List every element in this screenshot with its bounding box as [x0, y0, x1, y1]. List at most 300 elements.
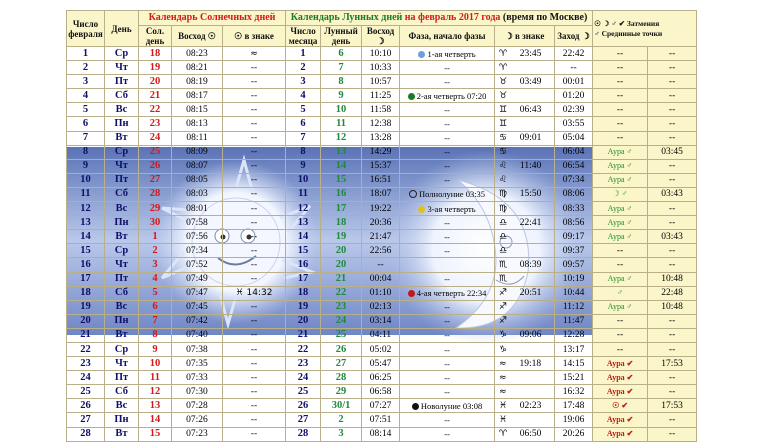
lunar-day-cell: 14 [321, 159, 362, 173]
moonrise-cell: 01:10 [362, 286, 400, 300]
lunar-day-cell: 19 [321, 230, 362, 244]
weekday-cell: Вт [105, 131, 139, 145]
sunrise-cell: 07:45 [172, 300, 223, 314]
date-cell: 5 [67, 103, 105, 117]
calendar-sheet [66, 10, 696, 440]
moonset-cell: 14:15 [555, 357, 593, 371]
sunrise-cell: 08:21 [172, 61, 223, 75]
sun-sign-cell: -- [223, 314, 286, 328]
phase-cell: 2-ая четверть 07:20 [400, 89, 495, 103]
sunrise-cell: 08:23 [172, 47, 223, 61]
solar-day-cell: 4 [139, 272, 172, 286]
moon-sign-cell: ♎ 22:41 [495, 216, 555, 230]
zodiac-sign-icon: ♓ [499, 414, 508, 425]
table-row [67, 258, 697, 272]
aura-time-cell: -- [648, 131, 697, 145]
aura-cell: Аура ♂ [593, 145, 648, 159]
date-cell: 21 [67, 328, 105, 342]
lunar-day-cell: 26 [321, 342, 362, 356]
moonset-cell: 09:57 [555, 258, 593, 272]
aura-cell: -- [593, 314, 648, 328]
moonset-cell: 16:32 [555, 385, 593, 399]
sunrise-cell: 07:40 [172, 328, 223, 342]
table-row [67, 187, 697, 201]
weekday-cell: Пт [105, 75, 139, 89]
table-row [67, 131, 697, 145]
aura-time-cell: -- [648, 75, 697, 89]
moonset-cell: 03:55 [555, 117, 593, 131]
zodiac-sign-icon: ♑ [499, 330, 508, 341]
lunar-day-cell: 7 [321, 61, 362, 75]
weekday-cell: Чт [105, 357, 139, 371]
zodiac-sign-icon: ♊ [499, 104, 508, 115]
weekday-cell: Вс [105, 202, 139, 216]
date-cell: 27 [67, 413, 105, 427]
table-row [67, 314, 697, 328]
aura-cell: -- [593, 103, 648, 117]
sunrise-cell: 07:35 [172, 357, 223, 371]
moonrise-cell: 06:25 [362, 371, 400, 385]
date-cell: 7 [67, 131, 105, 145]
sunrise-cell: 07:34 [172, 244, 223, 258]
solar-day-cell: 15 [139, 427, 172, 441]
weekday-cell: Пт [105, 173, 139, 187]
waxing-moon-icon [418, 51, 425, 58]
weekday-cell: Ср [105, 47, 139, 61]
weekday-cell: Пн [105, 314, 139, 328]
moonset-cell: 06:54 [555, 159, 593, 173]
moonset-cell: 11:12 [555, 300, 593, 314]
phase-cell: -- [400, 357, 495, 371]
solar-day-cell: 12 [139, 385, 172, 399]
header-moonset: Заход ☽ [555, 26, 593, 47]
moonrise-cell: 11:58 [362, 103, 400, 117]
last-quarter-icon [408, 290, 415, 297]
aura-time-cell: -- [648, 314, 697, 328]
table-row [67, 385, 697, 399]
moon-date-cell: 13 [286, 216, 321, 230]
moon-sign-cell [495, 300, 555, 314]
phase-cell: -- [400, 413, 495, 427]
sun-sign-cell: -- [223, 187, 286, 201]
aura-cell: -- [593, 131, 648, 145]
sun-sign-cell: -- [223, 258, 286, 272]
weekday-cell: Сб [105, 89, 139, 103]
lunar-day-cell: 15 [321, 173, 362, 187]
header-moon-sign: ☽ в знаке [495, 26, 555, 47]
sun-sign-cell: ≈ [223, 47, 286, 61]
moon-date-cell: 23 [286, 357, 321, 371]
solar-day-cell: 11 [139, 371, 172, 385]
header-legend: ☉ ☽ ♂ ✔ Затмения ♂ Срединные точки [593, 11, 697, 47]
moon-date-cell: 2 [286, 61, 321, 75]
weekday-cell: Сб [105, 286, 139, 300]
phase-cell: -- [400, 342, 495, 356]
weekday-cell: Сб [105, 187, 139, 201]
moon-sign-cell: ♈ 23:45 [495, 47, 555, 61]
zodiac-sign-icon: ♈ [499, 48, 508, 59]
date-cell: 6 [67, 117, 105, 131]
moon-date-cell: 25 [286, 385, 321, 399]
aura-cell: -- [593, 89, 648, 103]
date-cell: 25 [67, 385, 105, 399]
sun-sign-cell: ♓ 14:32 [223, 286, 286, 300]
moon-sign-cell [495, 117, 555, 131]
lunar-day-cell: 20 [321, 244, 362, 258]
date-cell: 26 [67, 399, 105, 413]
table-row [67, 47, 697, 61]
date-cell: 11 [67, 187, 105, 201]
solar-day-cell: 28 [139, 187, 172, 201]
header-moon-date: Число месяца [286, 26, 321, 47]
moonset-cell: 11:47 [555, 314, 593, 328]
sun-sign-cell: -- [223, 328, 286, 342]
lunar-day-cell: 23 [321, 300, 362, 314]
weekday-cell: Чт [105, 258, 139, 272]
weekday-cell: Пн [105, 216, 139, 230]
aura-time-cell: -- [648, 103, 697, 117]
zodiac-sign-icon: ♌ [499, 161, 508, 172]
sun-sign-cell: -- [223, 357, 286, 371]
aura-time-cell: -- [648, 173, 697, 187]
zodiac-sign-icon: ≈ [499, 372, 507, 383]
moonrise-cell: 12:38 [362, 117, 400, 131]
moonrise-cell: 07:51 [362, 413, 400, 427]
table-row [67, 89, 697, 103]
moon-date-cell: 12 [286, 202, 321, 216]
table-row [67, 103, 697, 117]
moonset-cell: 10:44 [555, 286, 593, 300]
moon-sign-cell: ♓ 02:23 [495, 399, 555, 413]
solar-day-cell: 27 [139, 173, 172, 187]
sunrise-cell: 08:07 [172, 159, 223, 173]
phase-cell [400, 258, 495, 272]
sunrise-cell: 07:33 [172, 371, 223, 385]
new-moon-icon [412, 403, 419, 410]
moonset-cell: 19:06 [555, 413, 593, 427]
date-cell: 3 [67, 75, 105, 89]
moon-date-cell: 8 [286, 145, 321, 159]
header-day: День [105, 11, 139, 47]
date-cell: 24 [67, 371, 105, 385]
weekday-cell: Ср [105, 244, 139, 258]
header-sol-day: Сол. день [139, 26, 172, 47]
phase-cell: -- [400, 244, 495, 258]
header-moonrise: Восход ☽ [362, 26, 400, 47]
table-row [67, 202, 697, 216]
aura-cell: -- [593, 258, 648, 272]
aura-time-cell: 10:48 [648, 272, 697, 286]
moonset-cell: 00:01 [555, 75, 593, 89]
aura-time-cell: -- [648, 89, 697, 103]
table-row [67, 173, 697, 187]
moon-date-cell: 18 [286, 286, 321, 300]
moon-date-cell: 3 [286, 75, 321, 89]
aura-cell: -- [593, 244, 648, 258]
moonset-cell: 09:17 [555, 230, 593, 244]
sunrise-cell: 08:09 [172, 145, 223, 159]
phase-cell: -- [400, 75, 495, 89]
moon-sign-cell [495, 385, 555, 399]
lunar-day-cell: 25 [321, 328, 362, 342]
moon-date-cell: 11 [286, 187, 321, 201]
sunrise-cell: 07:30 [172, 385, 223, 399]
lunar-day-cell: 3 [321, 427, 362, 441]
sun-sign-cell: -- [223, 202, 286, 216]
sun-sign-cell: -- [223, 413, 286, 427]
table-row [67, 61, 697, 75]
moon-sign-cell: ♈ 06:50 [495, 427, 555, 441]
weekday-cell: Ср [105, 145, 139, 159]
aura-time-cell: 10:48 [648, 300, 697, 314]
moon-sign-cell: ♑ 09:06 [495, 328, 555, 342]
zodiac-sign-icon: ♉ [499, 76, 508, 87]
sunrise-cell: 07:26 [172, 413, 223, 427]
moonrise-cell: 11:25 [362, 89, 400, 103]
aura-cell: Аура ♂ [593, 230, 648, 244]
date-cell: 8 [67, 145, 105, 159]
moonset-cell: 07:34 [555, 173, 593, 187]
aura-time-cell: -- [648, 258, 697, 272]
header-phase: Фаза, начало фазы [400, 26, 495, 47]
sunrise-cell: 08:05 [172, 173, 223, 187]
weekday-cell: Пн [105, 413, 139, 427]
solar-day-cell: 8 [139, 328, 172, 342]
solar-day-cell: 18 [139, 47, 172, 61]
moon-date-cell: 26 [286, 399, 321, 413]
table-row [67, 244, 697, 258]
weekday-cell: Вт [105, 427, 139, 441]
date-cell: 10 [67, 173, 105, 187]
table-row [67, 357, 697, 371]
table-row [67, 413, 697, 427]
solar-day-cell: 23 [139, 117, 172, 131]
sun-sign-cell: -- [223, 61, 286, 75]
sunrise-cell: 08:13 [172, 117, 223, 131]
sunrise-cell: 07:56 [172, 230, 223, 244]
moonrise-cell: 04:11 [362, 328, 400, 342]
moon-date-cell: 22 [286, 342, 321, 356]
header-solar: Календарь Солнечных дней [139, 11, 286, 26]
moonrise-cell: 15:37 [362, 159, 400, 173]
solar-day-cell: 14 [139, 413, 172, 427]
moonset-cell: 06:04 [555, 145, 593, 159]
aura-cell: -- [593, 61, 648, 75]
lunar-day-cell: 16 [321, 187, 362, 201]
sunrise-cell: 07:58 [172, 216, 223, 230]
weekday-cell: Вс [105, 103, 139, 117]
aura-time-cell: 03:43 [648, 187, 697, 201]
header-sun-sign: ☉ в знаке [223, 26, 286, 47]
zodiac-sign-icon: ♏ [499, 259, 508, 270]
zodiac-sign-icon: ♎ [499, 245, 508, 256]
aura-time-cell: 17:53 [648, 399, 697, 413]
solar-day-cell: 30 [139, 216, 172, 230]
aura-time-cell: -- [648, 61, 697, 75]
phase-cell: -- [400, 216, 495, 230]
table-row [67, 399, 697, 413]
date-cell: 4 [67, 89, 105, 103]
aura-time-cell: -- [648, 202, 697, 216]
moon-sign-cell: ♐ 20:51 [495, 286, 555, 300]
moon-date-cell: 20 [286, 314, 321, 328]
zodiac-sign-icon: ♐ [499, 302, 508, 313]
aura-cell: ♂ [593, 286, 648, 300]
weekday-cell: Вт [105, 230, 139, 244]
table-row [67, 286, 697, 300]
solar-day-cell: 2 [139, 244, 172, 258]
moonset-cell: 10:19 [555, 272, 593, 286]
phase-cell: -- [400, 427, 495, 441]
phase-cell: -- [400, 159, 495, 173]
lunar-day-cell: 6 [321, 47, 362, 61]
zodiac-sign-icon: ♎ [499, 231, 508, 242]
moon-date-cell: 9 [286, 159, 321, 173]
aura-cell: Аура ♂ [593, 300, 648, 314]
moonset-cell: 13:17 [555, 342, 593, 356]
phase-cell: Полнолуние 03:35 [400, 187, 495, 201]
aura-time-cell: 22:48 [648, 286, 697, 300]
zodiac-sign-icon: ≈ [499, 386, 507, 397]
calendar-table [66, 10, 697, 442]
moon-sign-cell: ♏ 08:39 [495, 258, 555, 272]
sunrise-cell: 07:38 [172, 342, 223, 356]
moonset-cell: 15:21 [555, 371, 593, 385]
moon-date-cell: 15 [286, 244, 321, 258]
table-row [67, 230, 697, 244]
weekday-cell: Чт [105, 61, 139, 75]
aura-time-cell: -- [648, 47, 697, 61]
sun-sign-cell: -- [223, 300, 286, 314]
zodiac-sign-icon: ♉ [499, 90, 508, 101]
lunar-day-cell: 18 [321, 216, 362, 230]
weekday-cell: Пн [105, 117, 139, 131]
moon-sign-cell [495, 413, 555, 427]
solar-day-cell: 25 [139, 145, 172, 159]
sun-sign-cell: -- [223, 159, 286, 173]
sunrise-cell: 08:11 [172, 131, 223, 145]
table-row [67, 371, 697, 385]
aura-time-cell: -- [648, 342, 697, 356]
sunrise-cell: 07:49 [172, 272, 223, 286]
zodiac-sign-icon: ♍ [499, 189, 508, 200]
moon-date-cell: 7 [286, 131, 321, 145]
moon-sign-cell: ♍ 15:50 [495, 187, 555, 201]
moon-sign-cell [495, 230, 555, 244]
aura-cell: Аура ✔ [593, 357, 648, 371]
table-row [67, 427, 697, 441]
aura-cell: Аура ♂ [593, 216, 648, 230]
weekday-cell: Вс [105, 300, 139, 314]
sunrise-cell: 07:52 [172, 258, 223, 272]
solar-day-cell: 6 [139, 300, 172, 314]
weekday-cell: Вс [105, 399, 139, 413]
zodiac-sign-icon: ♈ [499, 62, 508, 73]
solar-day-cell: 20 [139, 75, 172, 89]
sun-sign-cell: -- [223, 75, 286, 89]
moon-date-cell: 1 [286, 47, 321, 61]
moonrise-cell: 21:47 [362, 230, 400, 244]
moonset-cell: 08:33 [555, 202, 593, 216]
aura-time-cell: -- [648, 371, 697, 385]
zodiac-sign-icon: ♏ [499, 274, 508, 285]
sunrise-cell: 07:23 [172, 427, 223, 441]
aura-time-cell: 03:43 [648, 230, 697, 244]
moon-sign-cell [495, 272, 555, 286]
moonset-cell: 08:56 [555, 216, 593, 230]
sunrise-cell: 07:42 [172, 314, 223, 328]
moon-sign-cell: ♉ 03:49 [495, 75, 555, 89]
aura-cell: -- [593, 47, 648, 61]
sun-sign-cell: -- [223, 371, 286, 385]
zodiac-sign-icon: ♋ [499, 133, 508, 144]
sun-sign-cell: -- [223, 342, 286, 356]
moonrise-cell: 10:57 [362, 75, 400, 89]
moonrise-cell: 05:47 [362, 357, 400, 371]
phase-cell: Новолуние 03:08 [400, 399, 495, 413]
aura-cell: ☽ ♂ [593, 187, 648, 201]
date-cell: 15 [67, 244, 105, 258]
sunrise-cell: 08:03 [172, 187, 223, 201]
sun-sign-cell: -- [223, 117, 286, 131]
phase-cell: 1-ая четверть [400, 47, 495, 61]
lunar-day-cell: 10 [321, 103, 362, 117]
moonrise-cell: 14:29 [362, 145, 400, 159]
zodiac-sign-icon: ♐ [499, 316, 508, 327]
moon-date-cell: 5 [286, 103, 321, 117]
zodiac-sign-icon: ♊ [499, 119, 508, 130]
moonrise-cell: 05:02 [362, 342, 400, 356]
date-cell: 9 [67, 159, 105, 173]
moonrise-cell: 02:13 [362, 300, 400, 314]
lunar-day-cell: 13 [321, 145, 362, 159]
moonrise-cell: 10:10 [362, 47, 400, 61]
aura-time-cell: -- [648, 427, 697, 441]
aura-cell: -- [593, 342, 648, 356]
sun-sign-cell: -- [223, 272, 286, 286]
sunrise-cell: 08:17 [172, 89, 223, 103]
moonrise-cell: 16:51 [362, 173, 400, 187]
moonset-cell: 17:48 [555, 399, 593, 413]
sun-sign-cell: -- [223, 173, 286, 187]
moonrise-cell: 20:36 [362, 216, 400, 230]
header-sunrise: Восход ☉ [172, 26, 223, 47]
lunar-day-cell: 9 [321, 89, 362, 103]
moon-date-cell: 19 [286, 300, 321, 314]
aura-time-cell: -- [648, 413, 697, 427]
sun-sign-cell: -- [223, 427, 286, 441]
sun-sign-cell: -- [223, 131, 286, 145]
weekday-cell: Сб [105, 385, 139, 399]
phase-cell: -- [400, 145, 495, 159]
zodiac-sign-icon: ♍ [499, 203, 508, 214]
zodiac-sign-icon: ≈ [499, 358, 507, 369]
lunar-day-cell: 11 [321, 117, 362, 131]
solar-day-cell: 19 [139, 61, 172, 75]
solar-day-cell: 29 [139, 202, 172, 216]
solar-day-cell: 3 [139, 258, 172, 272]
moon-sign-cell [495, 89, 555, 103]
phase-cell: -- [400, 117, 495, 131]
moon-date-cell: 17 [286, 272, 321, 286]
header-lunar: Календарь Лунных дней на февраль 2017 года (время по Москве) [286, 11, 593, 26]
aura-cell: Аура ♂ [593, 202, 648, 216]
aura-cell: Аура ✔ [593, 427, 648, 441]
table-row [67, 145, 697, 159]
moon-sign-cell: ♋ 09:01 [495, 131, 555, 145]
moon-date-cell: 6 [286, 117, 321, 131]
date-cell: 28 [67, 427, 105, 441]
